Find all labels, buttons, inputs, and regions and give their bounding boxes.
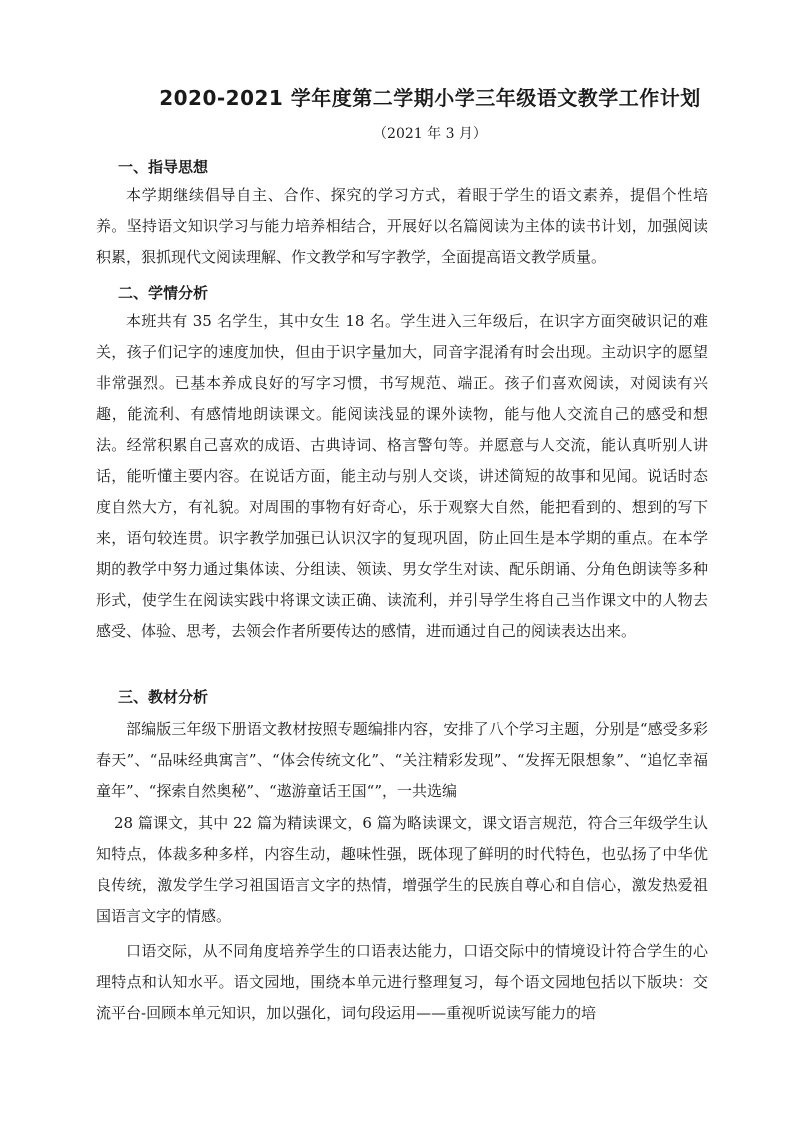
paragraph-text: 28 篇课文，其中 22 篇为精读课文，6 篇为略读课文，课文语言规范，符合三年级学生认知特点，体裁多种多样，内容生动，趣味性强，既体现了鲜明的时代特色，也弘扬了中华优良传统，激发学生学习祖国语言文字的热情，增强学生的民族自尊心和自信心，激发热爱祖国语言文字的情感。	[96, 814, 708, 925]
section-paragraph	[96, 936, 708, 1029]
section-heading-student-analysis: 二、学情分析	[118, 284, 209, 302]
section-paragraph	[96, 714, 708, 807]
section-heading-textbook-analysis: 三、教材分析	[118, 688, 209, 706]
document-title: 2020-2021 学年度第二学期小学三年级语文教学工作计划	[159, 86, 701, 110]
section-paragraph	[96, 306, 708, 647]
paragraph-text: 部编版三年级下册语文教材按照专题编排内容，安排了八个学习主题，分别是“感受多彩春天”、“品味经典寓言”、“体会传统文化”、“关注精彩发现”、“发挥无限想象”、“追忆幸福童年”、“探索自然奥秘”、“遨游童话王国“”，一共选编	[96, 720, 708, 800]
paragraph-text: 口语交际，从不同角度培养学生的口语表达能力，口语交际中的情境设计符合学生的心理特点和认知水平。语文园地，围绕本单元进行整理复习，每个语文园地包括以下版块：交流平台-回顾本单元知识，加以强化，词句段运用——重视听说读写能力的培	[96, 942, 708, 1022]
paragraph-text: 本学期继续倡导自主、合作、探究的学习方式，着眼于学生的语文素养，提倡个性培养。坚持语文知识学习与能力培养相结合，开展好以名篇阅读为主体的读书计划，加强阅读积累，狠抓现代文阅读理解、作文教学和写字教学，全面提高语文教学质量。	[96, 186, 708, 266]
section-paragraph	[96, 180, 708, 273]
section-paragraph	[96, 808, 708, 932]
paragraph-text: 本班共有 35 名学生，其中女生 18 名。学生进入三年级后，在识字方面突破识记的难关，孩子们记字的速度加快，但由于识字量加大，同音字混淆有时会出现。主动识字的愿望非常强烈。已基本养成良好的写字习惯，书写规范、端正。孩子们喜欢阅读，对阅读有兴趣，能流利、有感情地朗读课文。能阅读浅显的课外读物，能与他人交流自己的感受和想法。经常积累自己喜欢的成语、古典诗词、格言警句等。并愿意与人交流，能认真听别人讲话，能听懂主要内容。在说话方面，能主动与别人交谈，讲述简短的故事和见闻。说话时态度自然大方，有礼貌。对周围的事物有好奇心，乐于观察大自然，能把看到的、想到的写下来，语句较连贯。识字教学加强已认识汉字的复现巩固，防止回生是本学期的重点。在本学期的教学中努力通过集体读、分组读、领读、男女学生对读、配乐朗诵、分角色朗读等多种形式，使学生在阅读实践中将课文读正确、读流利，并引导学生将自己当作课文中的人物去感受、体验、思考，去领会作者所要传达的感情，进而通过自己的阅读表达出来。	[96, 312, 708, 640]
document-date: （2021 年 3 月）	[373, 126, 487, 142]
section-heading-guiding-ideology: 一、指导思想	[118, 158, 209, 176]
